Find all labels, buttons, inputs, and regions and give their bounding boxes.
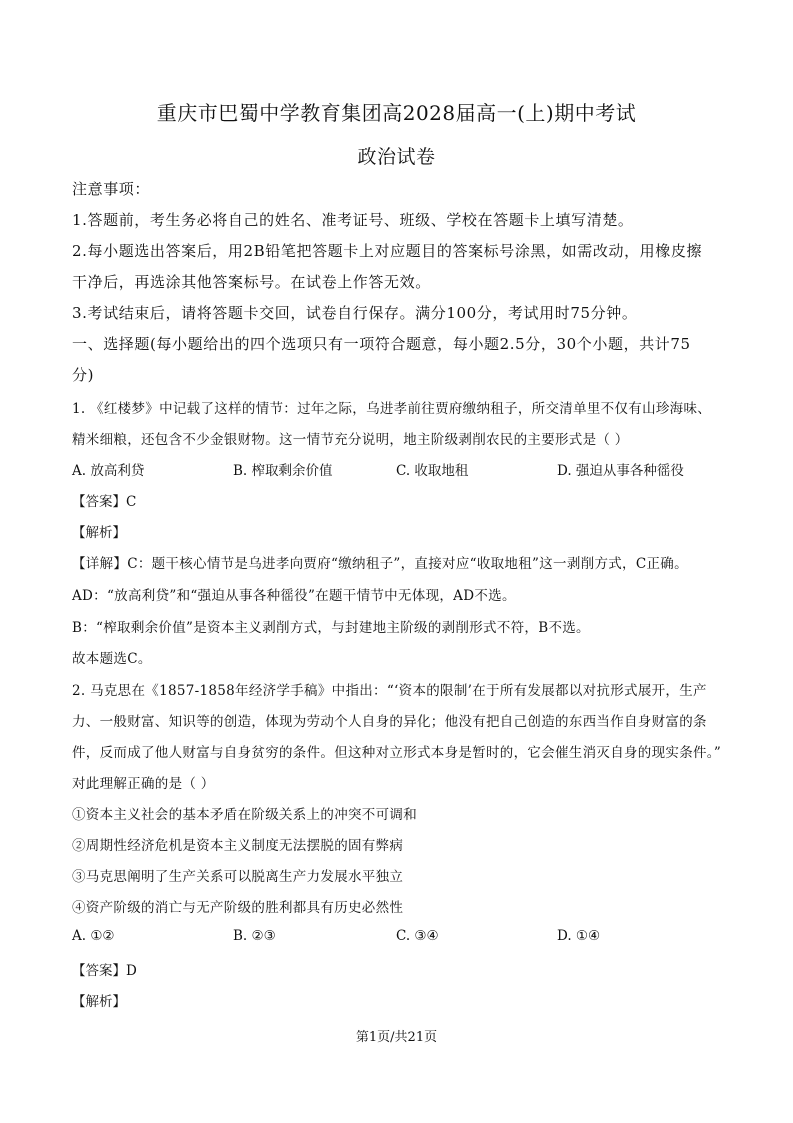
- q2-item-4: ④资产阶级的消亡与无产阶级的胜利都具有历史必然性: [72, 900, 404, 916]
- q1-option-b: B. 榨取剩余价值: [233, 463, 333, 479]
- section-heading-line-2: 分): [72, 366, 95, 384]
- q1-option-d: D. 强迫从事各种徭役: [557, 463, 684, 479]
- q1-detail-1: C：题干核心情节是乌进孝向贾府“缴纳租子”，直接对应“收取地租”这一剥削方式，C正确。: [127, 556, 688, 572]
- q2-answer-value: D: [126, 963, 137, 979]
- q1-option-a: A. 放高利贷: [72, 463, 145, 479]
- notice-item-2-line-2: 干净后，再选涂其他答案标号。在试卷上作答无效。: [72, 273, 431, 291]
- q2-option-a: A. ①②: [72, 928, 115, 944]
- q2-stem-line-4: 对此理解正确的是（ ）: [72, 776, 215, 792]
- q2-item-1: ①资本主义社会的基本矛盾在阶级关系上的冲突不可调和: [72, 807, 417, 823]
- exam-title: 重庆市巴蜀中学教育集团高2028届高一(上)期中考试: [156, 101, 637, 125]
- q1-answer-label: 【答案】: [72, 494, 126, 510]
- exam-subtitle: 政治试卷: [357, 146, 436, 168]
- q2-answer-label: 【答案】: [72, 963, 126, 979]
- q1-answer: [72, 490, 136, 510]
- q1-answer-value: C: [126, 494, 137, 510]
- q2-analysis-label: 【解析】: [72, 994, 126, 1010]
- q1-detail-line-2: AD：“放高利贷”和“强迫从事各种徭役”在题干情节中无体现，AD不选。: [72, 588, 516, 604]
- q1-stem-line-2: 精米细粮，还包含不少金银财物。这一情节充分说明，地主阶级剥削农民的主要形式是（ ）: [72, 432, 629, 448]
- q2-answer: [72, 959, 137, 979]
- q2-stem-line-1: 2. 马克思在《1857-1858年经济学手稿》中指出：“‘资本的限制’在于所有发展都以对抗形式展开，生产: [72, 683, 707, 699]
- q2-item-3: ③马克思阐明了生产关系可以脱离生产力发展水平独立: [72, 869, 404, 885]
- q1-conclusion: 故本题选C。: [72, 651, 152, 667]
- q1-option-c: C. 收取地租: [396, 463, 469, 479]
- notice-item-1: 1.答题前，考生务必将自己的姓名、准考证号、班级、学校在答题卡上填写清楚。: [72, 211, 634, 229]
- notice-item-2-line-1: 2.每小题选出答案后，用2B铅笔把答题卡上对应题目的答案标号涂黑，如需改动，用橡皮擦: [72, 242, 703, 260]
- page-number: 第1页/共21页: [355, 1030, 438, 1045]
- q2-option-b: B. ②③: [233, 928, 276, 944]
- q2-option-d: D. ①④: [557, 928, 601, 944]
- q1-detail-label: 【详解】: [72, 556, 128, 572]
- q1-analysis-label: 【解析】: [72, 525, 126, 541]
- section-heading-line-1: 一、选择题(每小题给出的四个选项只有一项符合题意，每小题2.5分，30个小题，共计75: [72, 335, 691, 353]
- q2-stem-line-3: 件，反而成了他人财富与自身贫穷的条件。但这种对立形式本身是暂时的，它会催生消灭自身的现实条件。”: [72, 745, 722, 761]
- q2-option-c: C. ③④: [396, 928, 439, 944]
- notice-item-3: 3.考试结束后，请将答题卡交回，试卷自行保存。满分100分，考试用时75分钟。: [72, 304, 638, 322]
- q1-stem-line-1: 1. 《红楼梦》中记载了这样的情节：过年之际，乌进孝前往贾府缴纳租子，所交清单里不仅有山珍海味、: [72, 401, 712, 417]
- q1-detail-line-3: B：“榨取剩余价值”是资本主义剥削方式，与封建地主阶级的剥削形式不符，B不选。: [72, 620, 590, 636]
- q2-stem-line-2: 力、一般财富、知识等的创造，体现为劳动个人自身的异化；他没有把自己创造的东西当作自身财富的条: [72, 714, 707, 730]
- notice-heading: 注意事项：: [72, 180, 151, 198]
- q1-detail-line-1: [72, 552, 732, 572]
- q2-item-2: ②周期性经济危机是资本主义制度无法摆脱的固有弊病: [72, 838, 404, 854]
